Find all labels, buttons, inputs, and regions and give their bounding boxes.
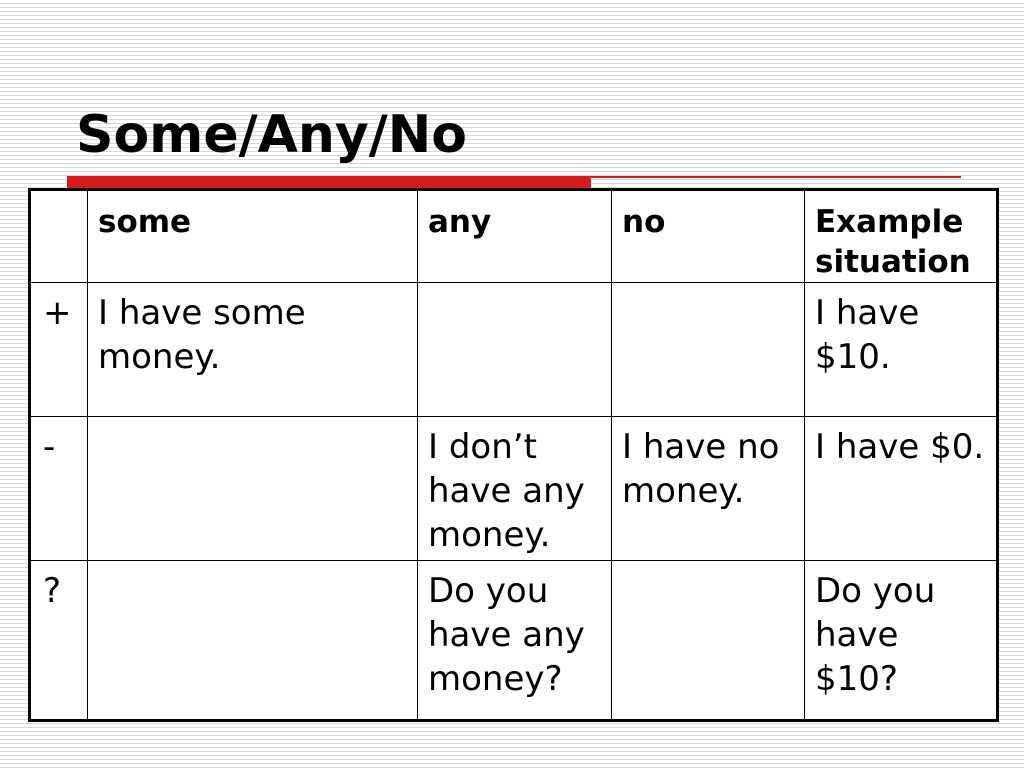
some-cell [88, 561, 418, 721]
example-cell: I have $10. [805, 283, 998, 417]
row-sign-cell: ? [30, 561, 88, 721]
example-cell: I have $0. [805, 417, 998, 561]
slide-title: Some/Any/No [76, 105, 468, 165]
table-row-question [30, 561, 998, 721]
table-row-positive [30, 283, 998, 417]
any-cell: Do you have any money? [418, 561, 612, 721]
some-cell [88, 417, 418, 561]
row-sign-cell: - [30, 417, 88, 561]
header-cell-some: some [88, 190, 418, 283]
some-any-no-table [28, 188, 999, 722]
no-cell [612, 283, 805, 417]
title-underline-line [591, 176, 961, 178]
header-cell-no: no [612, 190, 805, 283]
some-cell: I have some money. [88, 283, 418, 417]
example-cell: Do you have $10? [805, 561, 998, 721]
title-underline-bar [67, 176, 591, 188]
no-cell: I have no money. [612, 417, 805, 561]
header-cell-any: any [418, 190, 612, 283]
table-header-row [30, 190, 998, 283]
no-cell [612, 561, 805, 721]
any-cell: I don’t have any money. [418, 417, 612, 561]
row-sign-cell: + [30, 283, 88, 417]
header-cell-example-situation: Example situation [805, 190, 998, 283]
any-cell [418, 283, 612, 417]
header-cell-blank [30, 190, 88, 283]
table-row-negative [30, 417, 998, 561]
